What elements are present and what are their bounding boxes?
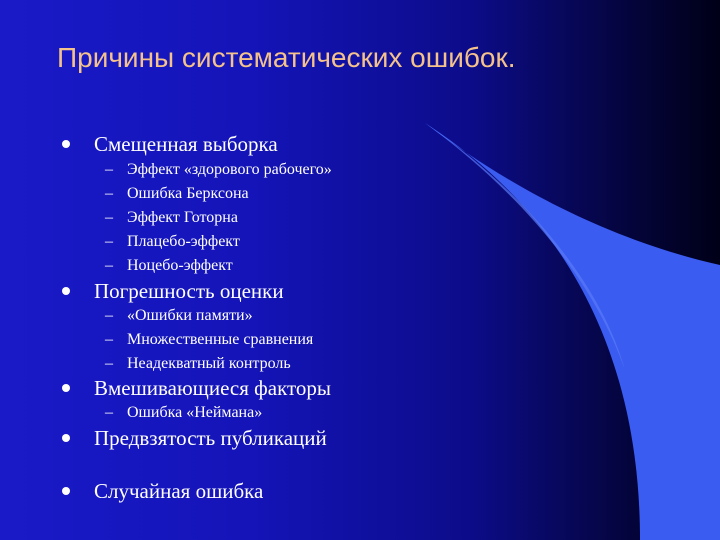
sub-bullet-text: «Ошибки памяти»	[127, 307, 253, 324]
bullet-text: Погрешность оценки	[94, 279, 284, 303]
bullet-dot-icon	[62, 287, 70, 295]
dash-marker: –	[105, 404, 113, 421]
bullet-dot-icon	[62, 434, 70, 442]
bullet-text: Случайная ошибка	[94, 479, 264, 503]
bullet-item	[62, 376, 331, 401]
bullet-text: Предвзятость публикаций	[94, 426, 327, 450]
sub-bullet-item	[105, 355, 291, 373]
dash-marker: –	[105, 161, 113, 178]
dash-marker: –	[105, 233, 113, 250]
dash-marker: –	[105, 209, 113, 226]
bullet-item	[62, 132, 278, 157]
sub-bullet-item	[105, 233, 240, 251]
bullet-item	[62, 279, 284, 304]
sub-bullet-item	[105, 209, 238, 227]
bullet-item	[62, 426, 327, 451]
bullet-item	[62, 479, 263, 504]
sub-bullet-text: Эффект Готорна	[127, 209, 238, 226]
sub-bullet-item	[105, 331, 313, 349]
dash-marker: –	[105, 307, 113, 324]
sub-bullet-item	[105, 404, 262, 422]
sub-bullet-item	[105, 257, 233, 275]
dash-marker: –	[105, 257, 113, 274]
sub-bullet-item	[105, 185, 249, 203]
sub-bullet-text: Множественные сравнения	[127, 331, 314, 348]
sub-bullet-item	[105, 307, 253, 325]
sub-bullet-item	[105, 161, 332, 179]
slide-title: Причины систематических ошибок.	[57, 42, 516, 73]
sub-bullet-text: Ошибка «Неймана»	[127, 404, 263, 421]
sub-bullet-text: Плацебо-эффект	[127, 233, 240, 250]
sub-bullet-text: Неадекватный контроль	[127, 355, 291, 372]
bullet-text: Вмешивающиеся факторы	[94, 376, 332, 400]
bullet-dot-icon	[62, 384, 70, 392]
bullet-dot-icon	[62, 140, 70, 148]
sub-bullet-text: Ошибка Берксона	[127, 185, 249, 202]
dash-marker: –	[105, 331, 113, 348]
bullet-dot-icon	[62, 487, 70, 495]
bullet-text: Смещенная выборка	[94, 132, 278, 156]
sub-bullet-text: Ноцебо-эффект	[127, 257, 233, 274]
sub-bullet-text: Эффект «здорового рабочего»	[127, 161, 332, 178]
dash-marker: –	[105, 355, 113, 372]
dash-marker: –	[105, 185, 113, 202]
